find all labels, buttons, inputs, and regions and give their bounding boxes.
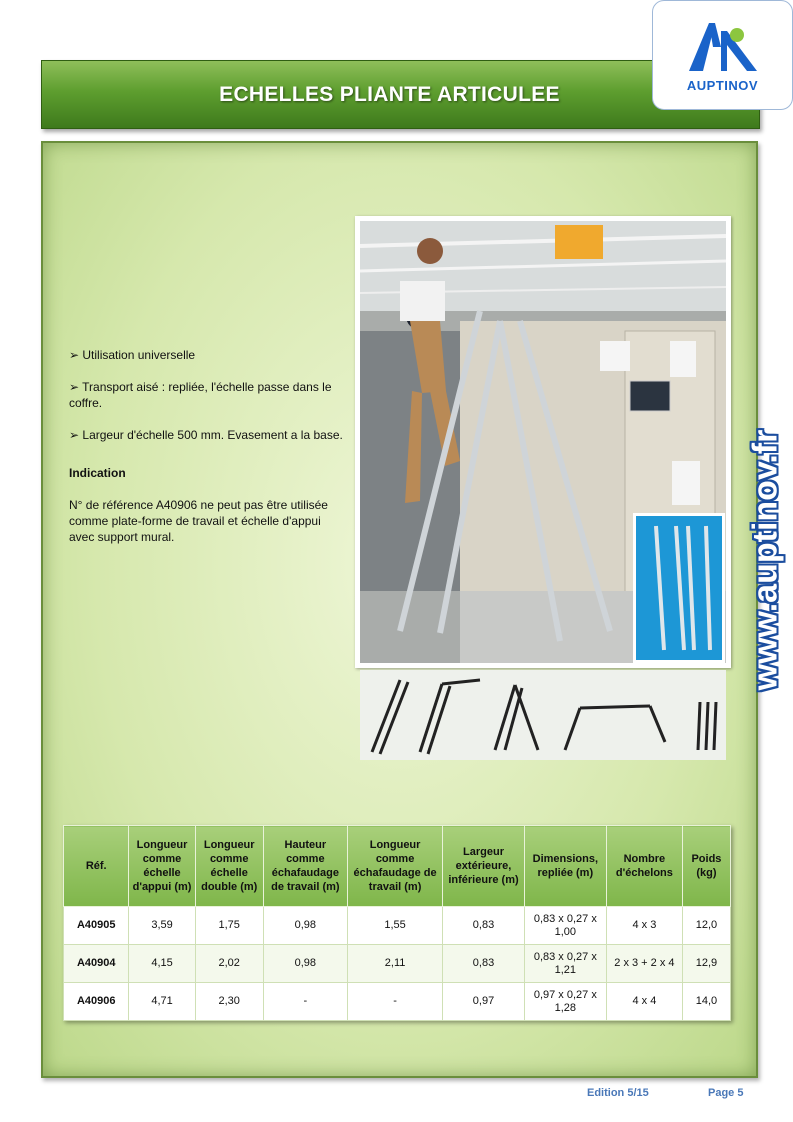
column-header: Réf. — [64, 826, 129, 907]
table-cell: 4,15 — [129, 945, 195, 983]
column-header: Longueur comme échafaudage de travail (m) — [347, 826, 442, 907]
column-header: Dimensions, repliée (m) — [524, 826, 606, 907]
website-url[interactable]: www.auptinov.fr — [746, 429, 785, 691]
edition-label: Edition 5/15 — [587, 1087, 649, 1099]
bullet-item: ➢ Utilisation universelle — [69, 348, 196, 362]
table-cell: 4 x 4 — [606, 983, 682, 1021]
table-cell: - — [347, 983, 442, 1021]
column-header: Longueur comme échelle d'appui (m) — [129, 826, 195, 907]
table-cell: A40904 — [64, 945, 129, 983]
table-row — [64, 945, 731, 983]
column-header: Nombre d'échelons — [606, 826, 682, 907]
table-cell: 4,71 — [129, 983, 195, 1021]
table-cell: - — [263, 983, 347, 1021]
table-cell: 0,98 — [263, 945, 347, 983]
table-cell: 2,02 — [195, 945, 263, 983]
table-row — [64, 983, 731, 1021]
bullet-item: ➢ Transport aisé : repliée, l'échelle passe dans le coffre. — [69, 380, 332, 410]
company-logo — [652, 0, 793, 110]
table-cell: 0,97 x 0,27 x 1,28 — [524, 983, 606, 1021]
table-cell: A40905 — [64, 907, 129, 945]
table-cell: 3,59 — [129, 907, 195, 945]
column-header: Hauteur comme échafaudage de travail (m) — [263, 826, 347, 907]
table-cell: 12,0 — [682, 907, 730, 945]
table-cell: 2 x 3 + 2 x 4 — [606, 945, 682, 983]
table-cell: 0,83 — [443, 907, 525, 945]
table-cell: 0,98 — [263, 907, 347, 945]
table-cell: 1,55 — [347, 907, 442, 945]
table-cell: 0,83 x 0,27 x 1,21 — [524, 945, 606, 983]
table-cell: 0,97 — [443, 983, 525, 1021]
column-header: Poids (kg) — [682, 826, 730, 907]
page-number: Page 5 — [708, 1087, 744, 1099]
table-cell: A40906 — [64, 983, 129, 1021]
table-header-row — [64, 826, 731, 907]
spec-table — [63, 825, 731, 1021]
ladder-inset-photo — [633, 513, 725, 663]
table-cell: 4 x 3 — [606, 907, 682, 945]
table-row — [64, 907, 731, 945]
page-title: ECHELLES PLIANTE ARTICULEE — [219, 83, 560, 106]
auptinov-logo-icon — [653, 1, 793, 79]
table-cell: 12,9 — [682, 945, 730, 983]
table-cell: 2,30 — [195, 983, 263, 1021]
table-cell: 0,83 — [443, 945, 525, 983]
description-block — [69, 347, 344, 561]
table-cell: 2,11 — [347, 945, 442, 983]
indication-text: N° de référence A40906 ne peut pas être utilisée comme plate-forme de travail et échelle d'appui avec support mural. — [69, 498, 328, 544]
table-cell: 1,75 — [195, 907, 263, 945]
column-header: Longueur comme échelle double (m) — [195, 826, 263, 907]
table-cell: 0,83 x 0,27 x 1,00 — [524, 907, 606, 945]
logo-text: AUPTINOV — [686, 78, 759, 93]
bullet-item: ➢ Largeur d'échelle 500 mm. Evasement a la base. — [69, 428, 343, 442]
column-header: Largeur extérieure, inférieure (m) — [443, 826, 525, 907]
table-cell: 14,0 — [682, 983, 730, 1021]
ladder-configurations-diagram — [360, 670, 726, 760]
indication-heading: Indication — [69, 466, 126, 480]
